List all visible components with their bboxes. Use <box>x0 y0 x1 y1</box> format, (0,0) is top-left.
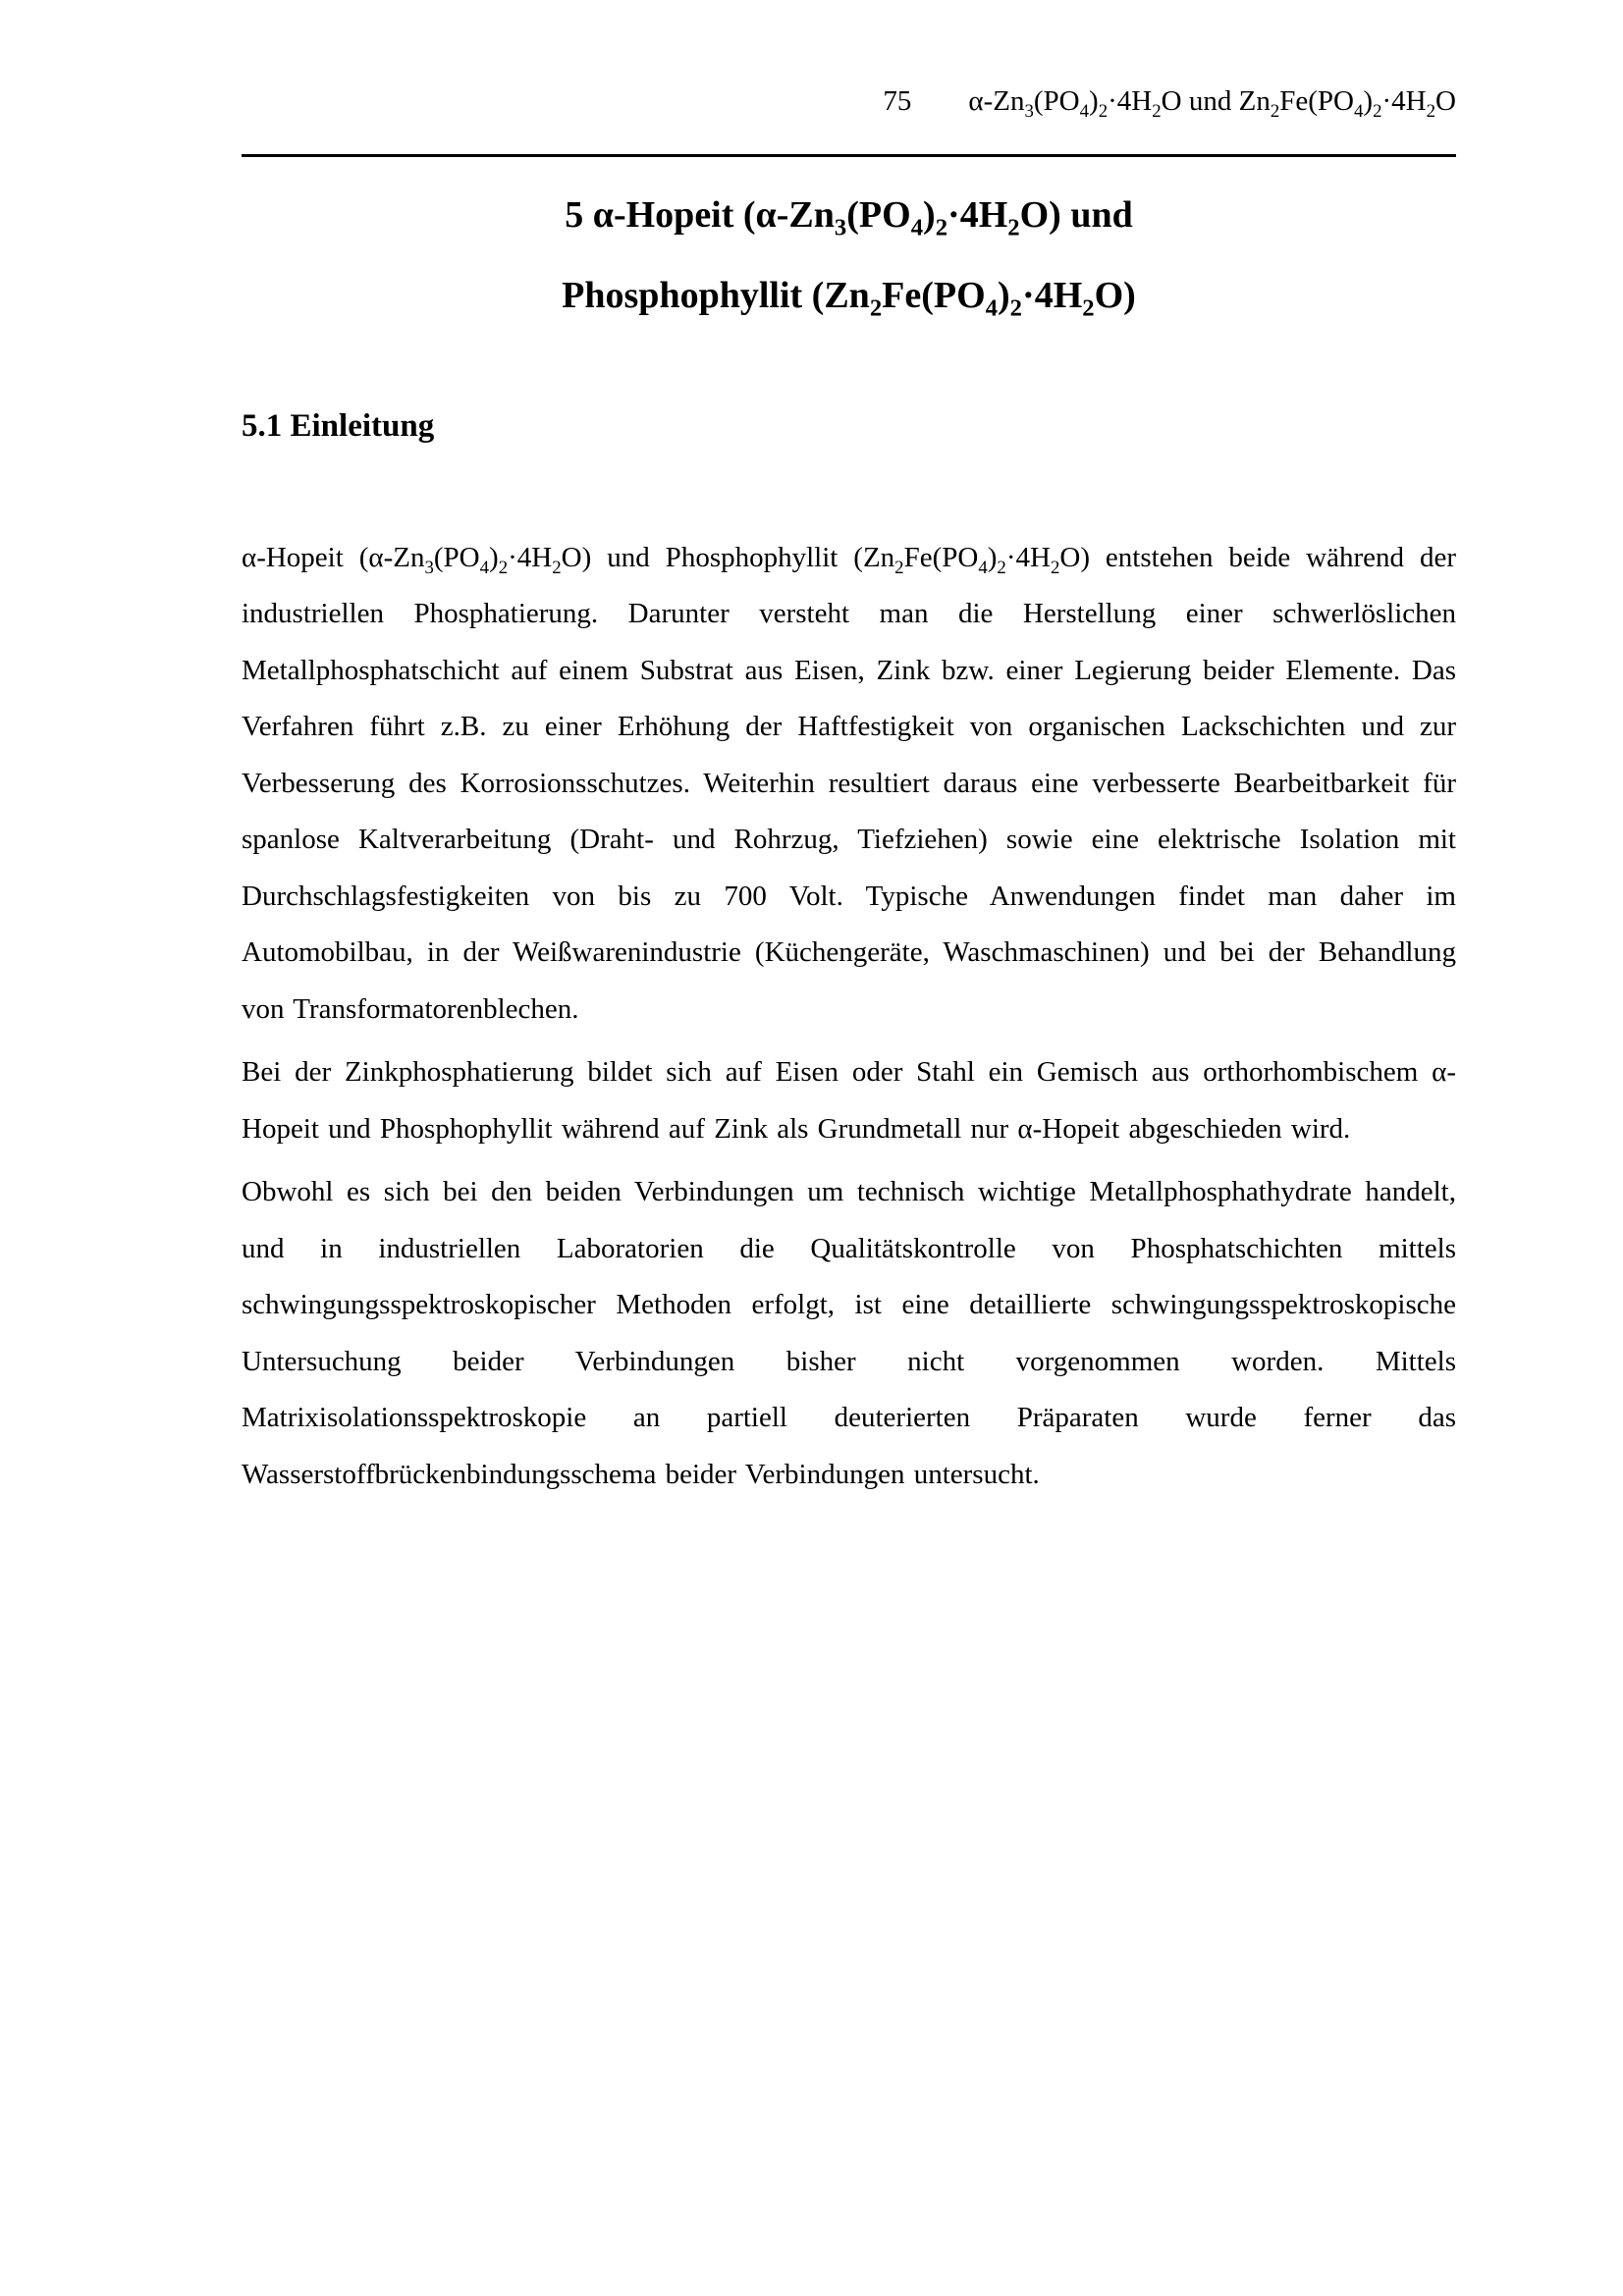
paragraph-introduction-1: α-Hopeit $(\alpha-Zn_3(PO_4)_2\cdot 4H_2O)$ und Phosphophyllit $(Zn_2Fe(PO_4)_2\cdot 4H_2O)$ entstehen beide während der industriellen Phosphatierung. Darunter versteht man die Herstellung einer schwerlöslichen Metallphosphatschicht auf einem Substrat aus Eisen, Zink bzw. einer Legierung beider Elemente. Das Verfahren führt z.B. zu einer Erhöhung der Haftfestigkeit von organischen Lackschichten und zur Verbesserung des Korrosionsschutzes. Weiterhin resultiert daraus eine verbesserte Bearbeitbarkeit für spanlose Kaltverarbeitung (Draht- und Rohrzug, Tiefziehen) sowie eine elektrische Isolation mit Durchschlagsfestigkeiten von bis zu 700 Volt. Typische Anwendungen findet man daher im Automobilbau, in der Weißwarenindustrie (Küchengeräte, Waschmaschinen) und bei der Behandlung von Transformatorenblechen. <box>242 541 1456 1025</box>
running-title: $\alpha-Zn_3(PO_4)_2\cdot 4H_2O$ und $Zn_2Fe(PO_4)_2\cdot 4H_2O$ <box>968 85 1456 122</box>
section-heading: 5.1 Einleitung <box>242 407 435 444</box>
page-number: 75 <box>883 85 912 117</box>
header-rule <box>242 154 1456 157</box>
chapter-title-line2: Phosphophyllit $(Zn_2Fe(PO_4)_2\cdot 4H_2O)$ <box>562 274 1136 322</box>
page-header <box>242 0 1456 154</box>
chapter-title-line1: 5 α-Hopeit $(\alpha-Zn_3(PO_4)_2\cdot 4H_2O)$ und <box>565 193 1133 241</box>
chapter-title <box>242 175 1456 336</box>
paragraph-introduction-2: Bei der Zinkphosphatierung bildet sich auf Eisen oder Stahl ein Gemisch aus orthorhombischem α-Hopeit und Phosphophyllit während auf Zink als Grundmetall nur α-Hopeit abgeschieden wird. <box>242 1056 1456 1145</box>
paragraph-introduction-3: Obwohl es sich bei den beiden Verbindungen um technisch wichtige Metallphosphathydrate handelt, und in industriellen Laboratorien die Qualitätskontrolle von Phosphatschichten mittels schwingungsspektroskopischer Methoden erfolgt, ist eine detaillierte schwingungsspektroskopische Untersuchung beider Verbindungen bisher nicht vorgenommen worden. Mittels Matrixisolationsspektroskopie an partiell deuterierten Präparaten wurde ferner das Wasserstoffbrückenbindungsschema beider Verbindungen untersucht. <box>242 1176 1456 1490</box>
